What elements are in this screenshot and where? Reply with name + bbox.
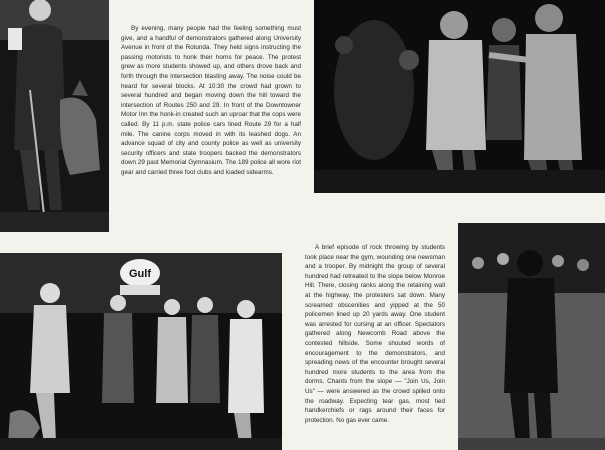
photo-officer-with-dog xyxy=(0,0,109,232)
article-paragraph-1 xyxy=(121,24,301,178)
article-paragraph-2 xyxy=(305,243,445,425)
photo-police-line xyxy=(0,253,282,450)
confrontation-illustration xyxy=(314,0,605,193)
paragraph-2-text: A brief episode of rock throwing by students took place near the gym, wounding one newsman and a trooper. By midnight the group of several hundred had retreated to the slope below Monroe Hill. There, closing ranks along the retaining wall at the highway, the protesters sat down. Many screamed obscenities and yipped at the 50 policemen lined up 20 yards away. One student was arrested for cursing at an officer. Spectators gathered along Newcomb Road above the contested hillside. Some shouted words of encouragement to the demonstrators, and spreading news of the encounter brought several hundred more students to the area from the dorms. Chants from the slope — "Join Us, Join Us" — were answered as the crowd spilled onto the roadway. Expecting tear gas, most tied handkerchiefs or rags around their faces for protection. No gas ever came. xyxy=(305,244,445,424)
photo-lone-officer xyxy=(458,223,605,450)
police-line-illustration xyxy=(0,253,282,450)
gulf-sign-text: Gulf xyxy=(129,268,151,280)
photo-confrontation xyxy=(314,0,605,193)
lone-officer-illustration xyxy=(458,223,605,450)
officer-with-dog-illustration xyxy=(0,0,109,232)
paragraph-1-text: By evening, many people had the feeling something must give, and a handful of demonstrators gathered along University Avenue in front of the Rotunda. They held signs instructing the passing motorists to honk their horns for peace. The protest grew as more students showed up, and others drove back and forth through the intersection blasting away. The noise could be heard for several blocks. At 10:30 the crowd had grown to several hundred and began moving down the hill toward the intersection of Routes 250 and 29. In front of the Downtowner Motor Inn the honk-in created such an uproar that the cops were called. By 11 p.m. state police cars lined Route 29 for a half mile. The canine corps moved in with its leashed dogs. An advance squad of city and county police as well as university security officers and state troopers backed the demonstrators down 29 past Memorial Gymnasium. The 189 police all wore riot gear and carried three foot clubs and loaded sidearms. xyxy=(121,25,301,176)
